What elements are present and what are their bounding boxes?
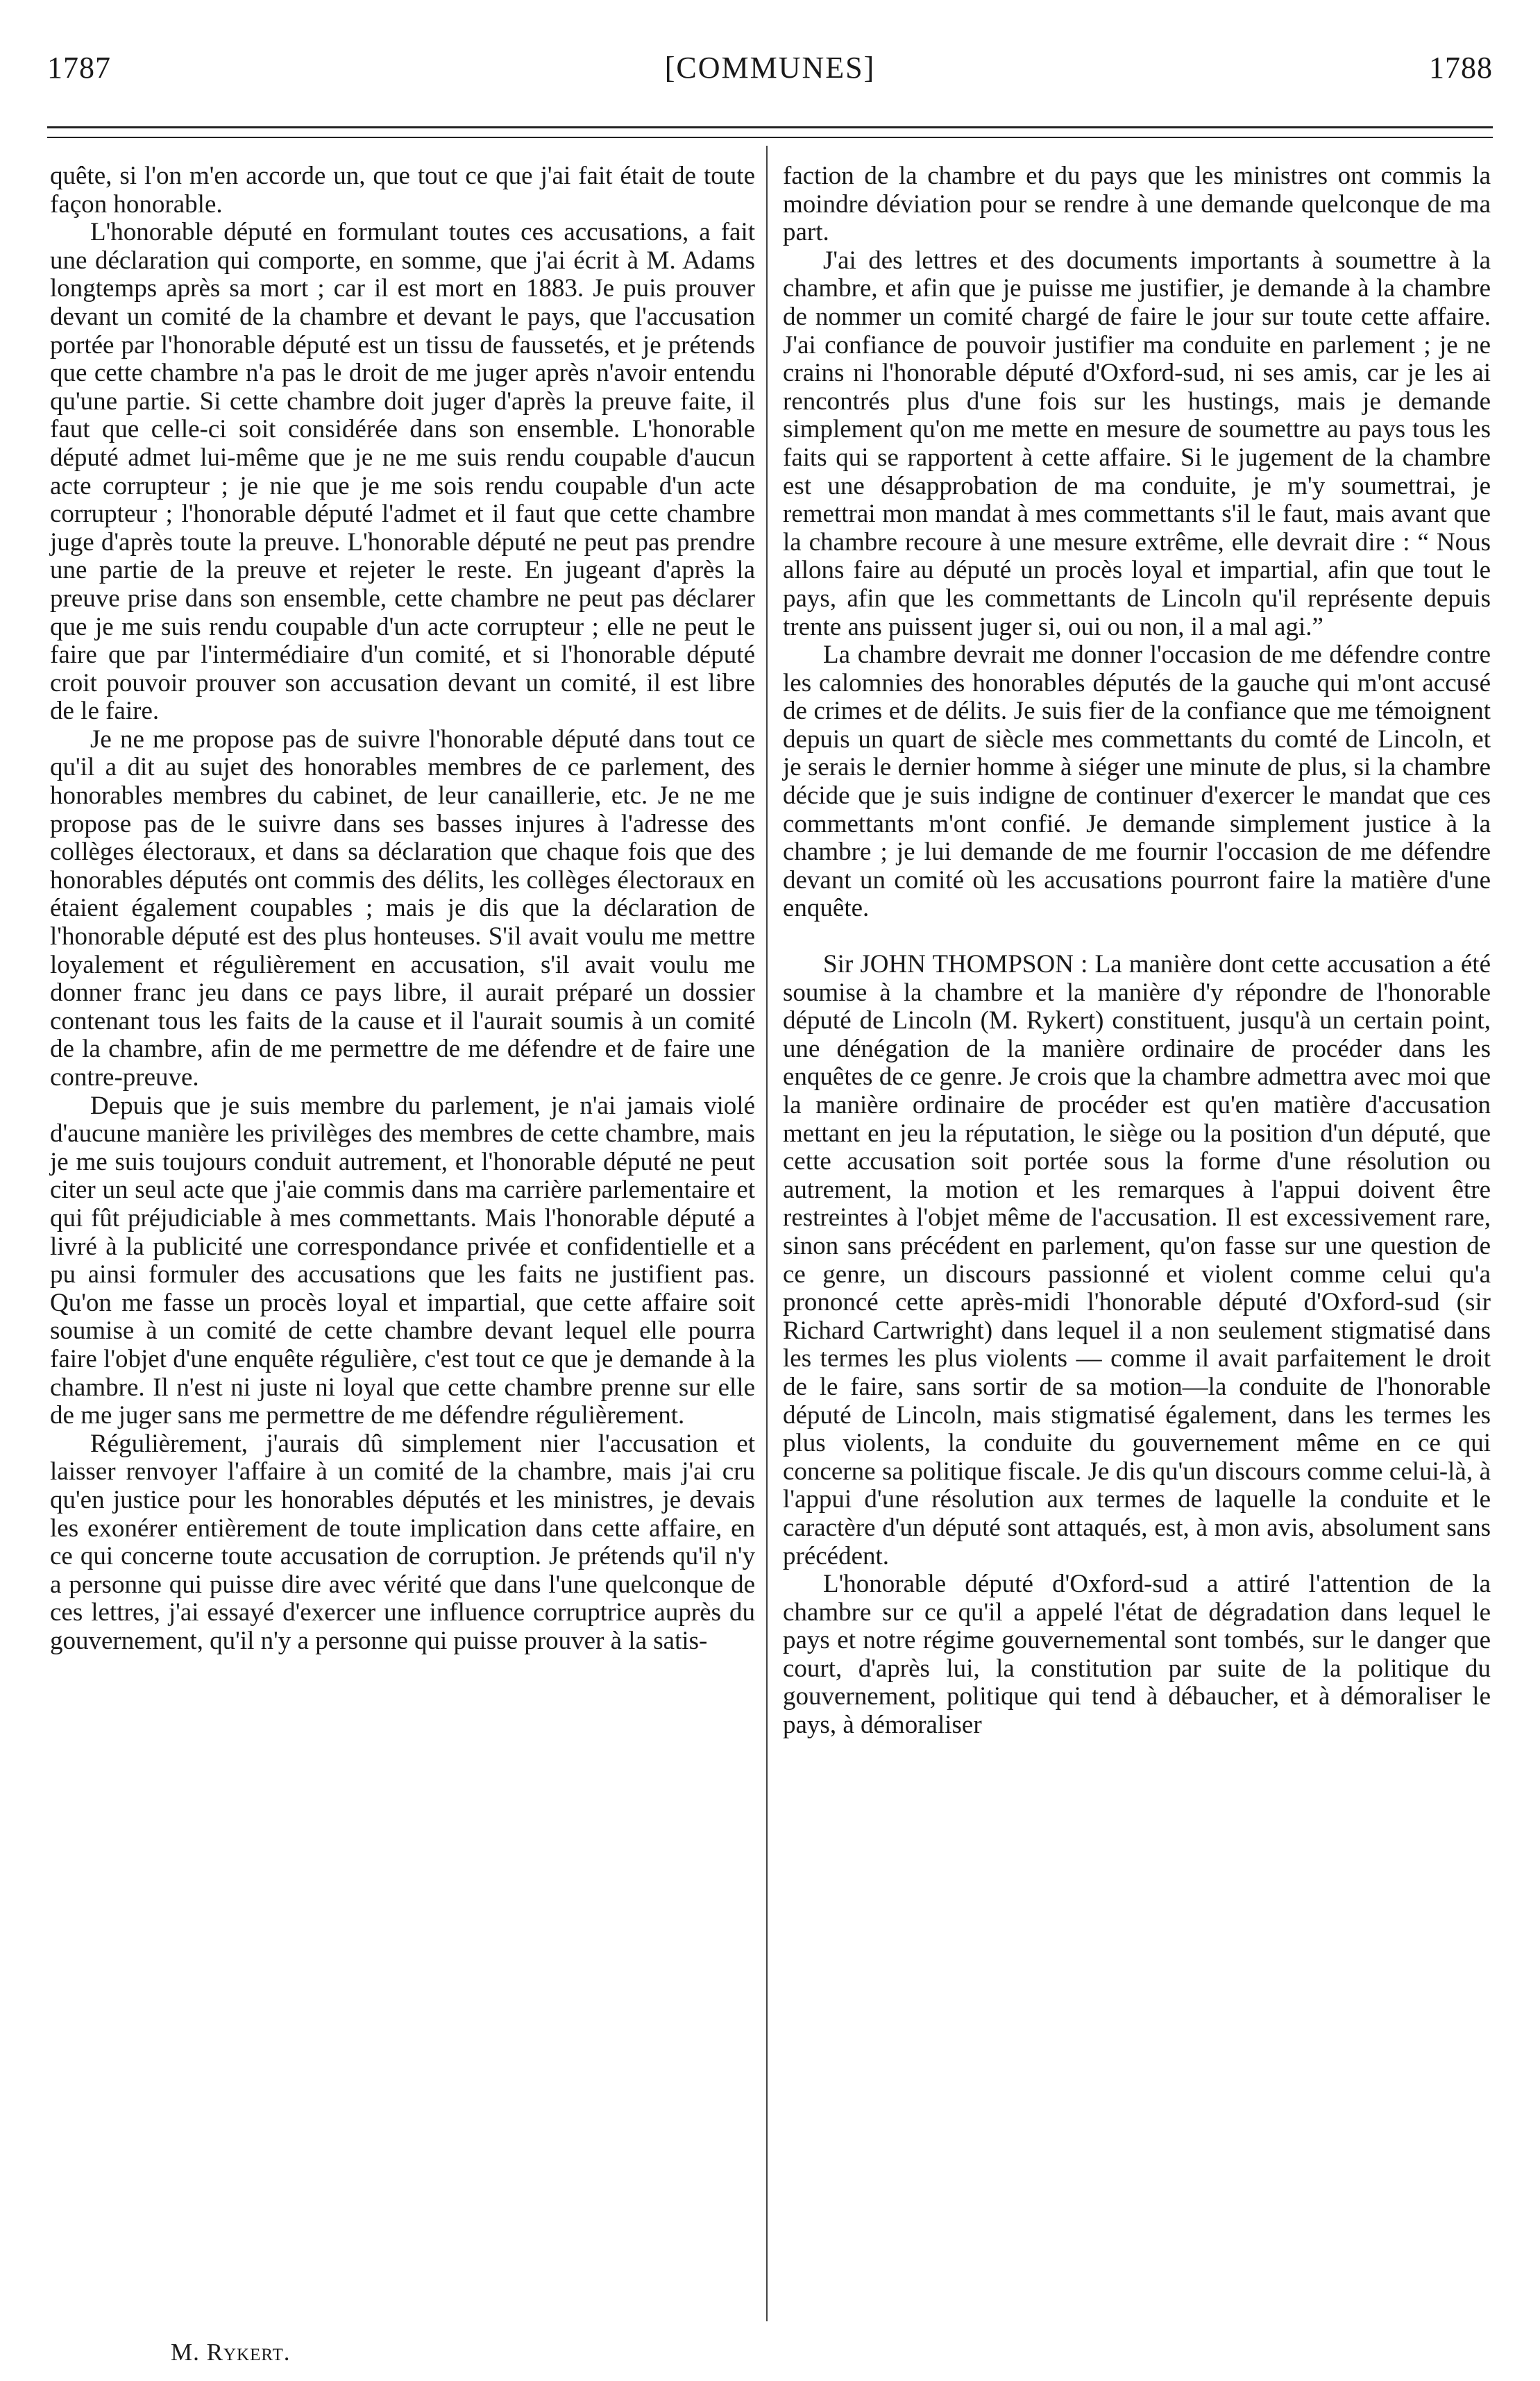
- right-paragraph: L'honorable député d'Oxford-sud a attiré l'attention de la chambre sur ce qu'il a appelé l'état de dégradation dans lequel le pays et notre régime gouvernemental sont tombés, sur le danger que court, d'après lui, la constitution par suite de la politique du gouvernement, politique qui tend à débaucher, et à démoraliser le pays, à démoraliser: [783, 1570, 1491, 1740]
- running-title: [COMMUNES]: [664, 51, 876, 85]
- right-paragraph: faction de la chambre et du pays que les ministres ont commis la moindre déviation pour se rendre à une demande quelconque de ma part.: [783, 162, 1491, 247]
- column-divider: [766, 146, 768, 2321]
- right-paragraph: La chambre devrait me donner l'occasion de me défendre contre les calomnies des honorables députés de la gauche qui m'ont accusé de crimes et de délits. Je suis fier de la confiance que me témoignent depuis un quart de siècle mes commettants du comté de Lincoln, et je serais le dernier homme à siéger une minute de plus, si la chambre décide que je suis indigne de continuer d'exercer le mandat que ces commettants m'ont confié. Je demande simplement justice à la chambre ; je lui demande de me fournir l'occasion de me défendre devant un comité où les accusations pourront faire la matière d'une enquête.: [783, 641, 1491, 923]
- header-rule-top: [47, 126, 1493, 128]
- left-paragraph: L'honorable député en formulant toutes ces accusations, a fait une déclaration qui comporte, en somme, que j'ai écrit à M. Adams longtemps après sa mort ; car il est mort en 1883. Je puis prouver devant un comité de la chambre et devant le pays, que l'accusation portée par l'honorable député est un tissu de faussetés, et je prétends que cette chambre n'a pas le droit de me juger après n'avoir entendu qu'une partie. Si cette chambre doit juger d'après la preuve faite, il faut que celle-ci soit considérée dans son ensemble. L'honorable député admet lui-même que je ne me suis rendu coupable d'aucun acte corrupteur ; je nie que je me sois rendu coupable d'un acte corrupteur ; l'honorable député l'admet et il faut que cette chambre juge d'après toute la preuve. L'honorable député ne peut pas prendre une partie de la preuve et rejeter le reste. En jugeant d'après la preuve prise dans son ensemble, cette chambre ne peut pas déclarer que je me suis rendu coupable d'un acte corrupteur ; elle ne peut le faire que par l'intermédiaire d'un comité, et si l'honorable député croit pouvoir prouver son accusation devant un comité, il est libre de le faire.: [50, 218, 755, 726]
- speech-text: La manière dont cette accusation a été soumise à la chambre et la manière d'y répondre de l'honorable député de Lincoln (M. Rykert) constituent, jusqu'à un certain point, une dénégation de la manière ordinaire de procéder dans les enquêtes de ce genre. Je crois que la chambre admettra avec moi que la manière ordinaire de procéder est qu'en matière d'accusation mettant en jeu la réputation, le siège ou la position d'un député, que cette accusation soit portée sous la forme d'une résolution ou autrement, la motion et les remarques à l'appui doivent être restreintes à l'objet même de l'accusation. Il est excessivement rare, sinon sans précédent en parlement, qu'on fasse sur une question de ce genre, un discours passionné et violent comme celui qu'a prononcé cette après-midi l'honorable député d'Oxford-sud (sir Richard Cartwright) dans lequel il a non seulement stigmatisé dans les termes les plus violents — comme il avait parfaitement le droit de le faire, sans sortir de sa motion—la conduite de l'honorable député de Lincoln, mais stigmatisé également, dans les termes les plus violents, la conduite du gouvernement même en ce qui concerne sa politique fiscale. Je dis qu'un discours comme celui-là, à l'appui d'une résolution aux termes de laquelle la conduite et le caractère d'un député sont attaqués, est, à mon avis, absolument sans précédent.: [783, 950, 1491, 1570]
- page-number-right: 1788: [1429, 51, 1493, 85]
- page-number-left: 1787: [47, 51, 111, 85]
- speaker-footer: M. Rykert.: [171, 2339, 291, 2366]
- right-column: [783, 162, 1491, 1740]
- left-column: [50, 162, 755, 1655]
- left-paragraph: quête, si l'on m'en accorde un, que tout ce que j'ai fait était de toute façon honorable.: [50, 162, 755, 219]
- left-paragraph: Je ne me propose pas de suivre l'honorable député dans tout ce qu'il a dit au sujet des honorables membres de ce parlement, des honorables membres du cabinet, de leur canaillerie, etc. Je ne me propose pas de le suivre dans ses basses injures à l'adresse des collèges électoraux, et dans sa déclaration que chaque fois que des honorables députés ont commis des délits, les collèges électoraux en étaient également coupables ; mais je dis que la déclaration de l'honorable député est des plus honteuses. S'il avait voulu me mettre loyalement et régulièrement en accusation, s'il avait voulu me donner franc jeu dans ce pays libre, il aurait préparé un dossier contenant tous les faits de la cause et il l'aurait soumis à un comité de la chambre, afin de me permettre de me défendre et de faire une contre-preuve.: [50, 725, 755, 1092]
- header-rule-bottom: [47, 137, 1493, 138]
- speaker-name: Sir JOHN THOMPSON :: [823, 950, 1088, 979]
- right-paragraph: J'ai des lettres et des documents importants à soumettre à la chambre, et afin que je puisse me justifier, je demande à la chambre de nommer un comité chargé de faire le jour sur toute cette affaire. J'ai confiance de pouvoir justifier ma conduite en parlement ; je ne crains ni l'honorable député d'Oxford-sud, ni ses amis, car je les ai rencontrés plus d'une fois sur les hustings, mais je demande simplement qu'on me mette en mesure de soumettre au pays tous les faits qui se rapportent à cette affaire. Si le jugement de la chambre est une désapprobation de ma conduite, je m'y soumettrai, je remettrai mon mandat à mes commettants s'il le faut, mais avant que la chambre recoure à une mesure extrême, elle devrait dire : “ Nous allons faire au député un procès loyal et impartial, afin que tout le pays, afin que les commettants de Lincoln qu'il représente depuis trente ans puissent juger si, oui ou non, il a mal agi.”: [783, 246, 1491, 641]
- left-paragraph: Depuis que je suis membre du parlement, je n'ai jamais violé d'aucune manière les privilèges des membres de cette chambre, mais je me suis toujours conduit autrement, et l'honorable député ne peut citer un seul acte que j'aie commis dans ma carrière parlementaire et qui fût préjudiciable à mes commettants. Mais l'honorable député a livré à la publicité une correspondance privée et confidentielle et a pu ainsi formuler des accusations que les faits ne justifient pas. Qu'on me fasse un procès loyal et impartial, que cette affaire soit soumise à un comité de cette chambre devant lequel elle pourra faire l'objet d'une enquête régulière, c'est tout ce que je demande à la chambre. Il n'est ni juste ni loyal que cette chambre prenne sur elle de me juger sans me permettre de me défendre régulièrement.: [50, 1091, 755, 1430]
- left-paragraph: Régulièrement, j'aurais dû simplement nier l'accusation et laisser renvoyer l'affaire à un comité de la chambre, mais j'ai cru qu'en justice pour les honorables députés et les ministres, je devais les exonérer entièrement de toute implication dans cette affaire, en ce qui concerne toute accusation de corruption. Je prétends qu'il n'y a personne qui puisse dire avec vérité que dans l'une quelconque de ces lettres, j'ai essayé d'exercer une influence corruptrice auprès du gouvernement, qu'il n'y a personne qui puisse prouver à la satis-: [50, 1429, 755, 1655]
- page-header: [47, 50, 1493, 99]
- speech-paragraph: [783, 951, 1491, 1570]
